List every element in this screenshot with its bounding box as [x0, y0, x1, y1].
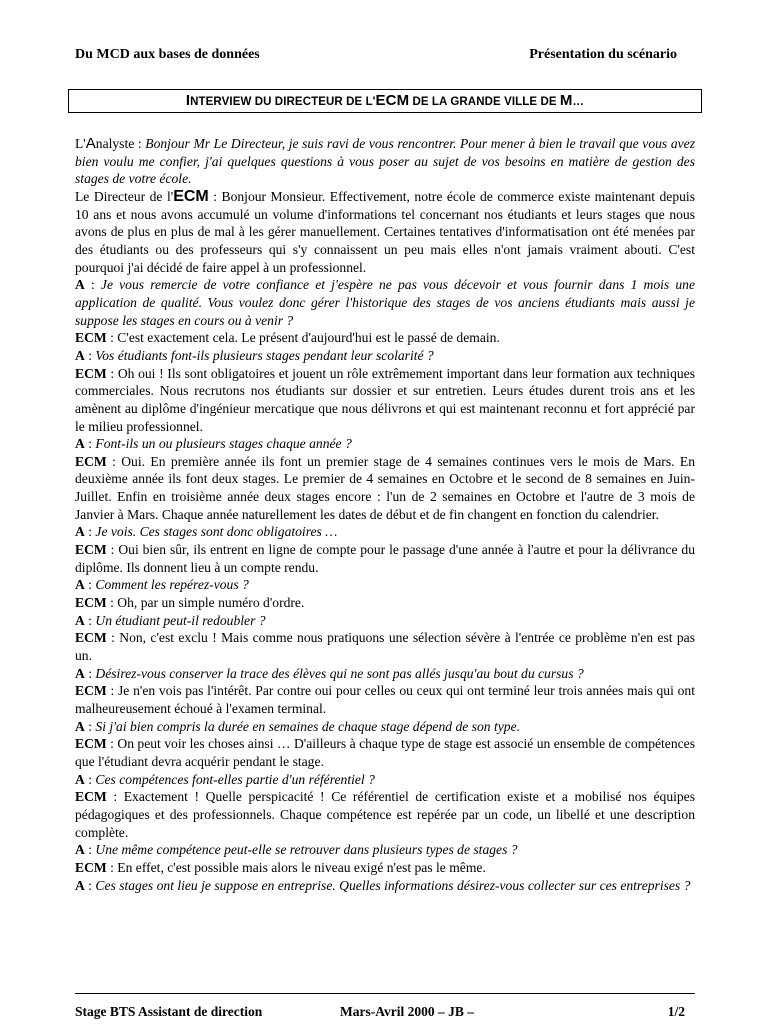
question-line: A : Si j'ai bien compris la durée en semaines de chaque stage dépend de son type. [75, 718, 520, 734]
question-line: A : Vos étudiants font-ils plusieurs stages pendant leur scolarité ? [75, 347, 434, 363]
question-text: Je vois. Ces stages sont donc obligatoires … [95, 524, 338, 540]
question-line: A : Je vois. Ces stages sont donc obligatoires … [75, 524, 338, 540]
speaker-label: ECM [75, 683, 107, 699]
answer-line: ECM : Exactement ! Quelle perspicacité ! Ce référentiel de certification existe et a mobilisé nos équipes pédagogiques et des professionnels. Chaque compétence est repérée par un code, un libellé et une description complète. [75, 789, 696, 840]
answer-line: ECM : En effet, c'est possible mais alors le niveau exigé n'est pas le même. [75, 859, 486, 875]
interview-body [75, 135, 695, 894]
speaker-label: ECM [75, 542, 107, 558]
speaker-label: A [75, 771, 85, 787]
answer-line: ECM : On peut voir les choses ainsi … D'ailleurs à chaque type de stage est associé un ensemble de compétences que l'étudiant devra acquérir pendant le stage. [75, 736, 695, 769]
footer-course: Stage BTS Assistant de direction [75, 1004, 263, 1019]
question-text: Ces stages ont lieu je suppose en entreprise. Quelles informations désirez-vous collecter sur ces entreprises ? [95, 877, 691, 893]
speaker-label: ECM [75, 453, 107, 469]
answer-line: ECM : Oui bien sûr, ils entrent en ligne de compte pour le passage d'une année à l'autre et pour la délivrance du diplôme. Ils donnent lieu à un compte rendu. [75, 542, 696, 575]
interview-title: INTERVIEW DU DIRECTEUR DE L'ECM DE LA GRANDE VILLE DE M… [68, 89, 702, 113]
question-line: A : Font-ils un ou plusieurs stages chaque année ? [75, 436, 352, 452]
speaker-label: ECM [75, 736, 107, 752]
footer-divider [75, 993, 695, 994]
question-line: A : Désirez-vous conserver la trace des élèves qui ne sont pas allés jusqu'au bout du cursus ? [75, 665, 584, 681]
question-line: A : Un étudiant peut-il redoubler ? [75, 612, 266, 628]
speaker-label: A [75, 577, 85, 593]
question-line: A : Une même compétence peut-elle se retrouver dans plusieurs types de stages ? [75, 842, 518, 858]
speaker-label: A [75, 877, 85, 893]
speaker-label: A [75, 718, 85, 734]
speaker-label: A [75, 842, 85, 858]
question-text: Vos étudiants font-ils plusieurs stages pendant leur scolarité ? [95, 347, 434, 363]
speaker-label: A [75, 524, 85, 540]
question-text: Désirez-vous conserver la trace des élèves qui ne sont pas allés jusqu'au bout du cursus ? [95, 665, 584, 681]
speaker-label: A [75, 347, 85, 363]
question-text: Une même compétence peut-elle se retrouver dans plusieurs types de stages ? [95, 842, 518, 858]
speaker-label: ECM [75, 630, 107, 646]
speaker-label: ECM [75, 859, 107, 875]
footer-date-author: Mars-Avril 2000 – JB – [340, 1004, 474, 1019]
question-text: Font-ils un ou plusieurs stages chaque année ? [95, 436, 352, 452]
header-section-title: Présentation du scénario [529, 47, 677, 62]
answer-text: On peut voir les choses ainsi … D'ailleurs à chaque type de stage est associé un ensemble de compétences que l'étudiant devra acquérir pendant le stage. [75, 736, 695, 769]
question-line: A : Ces stages ont lieu je suppose en entreprise. Quelles informations désirez-vous collecter sur ces entreprises ? [75, 877, 691, 893]
question-text: Un étudiant peut-il redoubler ? [95, 612, 266, 628]
answer-line: ECM : Oui. En première année ils font un premier stage de 4 semaines continues vers le mois de Mars. En deuxième année ils font deux stages. Le premier de 4 semaines en Octobre et le second de 8 semaines en Juin-Juillet. Enfin en troisième année deux stages encore : l'un de 2 semaines en Octobre et l'autre de 3 mois de Janvier à Mars. Chaque année naturellement les dates de début et de fin changent en fonction du calendrier. [75, 453, 695, 522]
intro-answer: Le Directeur de l'ECM : Bonjour Monsieur. Effectivement, notre école de commerce existe maintenant depuis 10 ans et nous avons accumulé un volume d'informations tel concernant nos étudiants et leurs stages que nous avons de plus en plus de mal à les gérer manuellement. Certaines tentatives d'informatisation ont été menées par des étudiants ou des professeurs qui s'y connaissent un peu mais elles n'ont jamais vraiment abouti. C'est pourquoi j'ai décidé de faire appel à un professionnel. [75, 187, 695, 275]
speaker-label: ECM [75, 595, 107, 611]
question-text: Je vous remercie de votre confiance et j'espère ne pas vous décevoir et vous fournir dans 1 mois une application de qualité. Vous voulez donc gérer l'historique des stages de vos anciens étudiants mais aussi je suppose les stages en cours ou à venir ? [75, 277, 695, 328]
speaker-label: ECM [75, 789, 107, 805]
answer-text: En effet, c'est possible mais alors le niveau exigé n'est pas le même. [117, 859, 486, 875]
speaker-label: A [75, 665, 85, 681]
question-line: A : Ces compétences font-elles partie d'un référentiel ? [75, 771, 375, 787]
answer-text: Oui bien sûr, ils entrent en ligne de compte pour le passage d'une année à l'autre et pour la délivrance du diplôme. Ils donnent lieu à un compte rendu. [75, 542, 696, 575]
intro-question: L'Analyste : Bonjour Mr Le Directeur, je suis ravi de vous rencontrer. Pour mener à bien le travail que vous avez bien voulu me confier, j'ai quelques questions à vous poser au sujet de vos besoins en matière de gestion des stages de votre école. [75, 135, 695, 187]
question-text: Ces compétences font-elles partie d'un référentiel ? [95, 771, 375, 787]
answer-line: ECM : Oh, par un simple numéro d'ordre. [75, 595, 305, 611]
answer-text: Oh oui ! Ils sont obligatoires et jouent un rôle extrêmement important dans leur formation aux techniques commerciales. Nous recrutons nos étudiants sur dossier et sur entretien. Leurs études durent trois ans et les amènent au diplôme d'ingénieur mercatique que nous délivrons et qui est maintenant reconnu et fort apprécié par le milieu professionnel. [75, 365, 695, 434]
question-line: A : Comment les repérez-vous ? [75, 577, 249, 593]
speaker-label: A [75, 277, 85, 293]
speaker-label: A [75, 436, 85, 452]
answer-line: ECM : Oh oui ! Ils sont obligatoires et jouent un rôle extrêmement important dans leur formation aux techniques commerciales. Nous recrutons nos étudiants sur dossier et sur entretien. Leurs études durent trois ans et les amènent au diplôme d'ingénieur mercatique que nous délivrons et qui est maintenant reconnu et fort apprécié par le milieu professionnel. [75, 365, 695, 434]
speaker-label: A [75, 612, 85, 628]
question-line: A : Je vous remercie de votre confiance et j'espère ne pas vous décevoir et vous fournir dans 1 mois une application de qualité. Vous voulez donc gérer l'historique des stages de vos anciens étudiants mais aussi je suppose les stages en cours ou à venir ? [75, 277, 695, 328]
dialogue-list [75, 276, 695, 894]
answer-text: Oui. En première année ils font un premier stage de 4 semaines continues vers le mois de Mars. En deuxième année ils font deux stages. Le premier de 4 semaines en Octobre et le second de 8 semaines en Juin-Juillet. Enfin en troisième année deux stages encore : l'un de 2 semaines en Octobre et l'autre de 3 mois de Janvier à Mars. Chaque année naturellement les dates de début et de fin changent en fonction du calendrier. [75, 453, 695, 522]
answer-text: Je n'en vois pas l'intérêt. Par contre oui pour celles ou ceux qui ont terminé leur trois années mais qui ont malheureusement échoué à l'examen terminal. [75, 683, 696, 716]
answer-text: C'est exactement cela. Le présent d'aujourd'hui est le passé de demain. [117, 330, 500, 346]
answer-text: Oh, par un simple numéro d'ordre. [117, 595, 305, 611]
answer-text: Exactement ! Quelle perspicacité ! Ce référentiel de certification existe et a mobilisé nos équipes pédagogiques et des professionnels. Chaque compétence est repérée par un code, un libellé et une description complète. [75, 789, 696, 840]
question-text: Si j'ai bien compris la durée en semaines de chaque stage dépend de son type. [95, 718, 520, 734]
answer-text: Non, c'est exclu ! Mais comme nous pratiquons une sélection sévère à l'entrée ce problème n'en est pas un. [75, 630, 696, 664]
answer-line: ECM : Je n'en vois pas l'intérêt. Par contre oui pour celles ou ceux qui ont terminé leur trois années mais qui ont malheureusement échoué à l'examen terminal. [75, 683, 696, 716]
page-footer [75, 1004, 695, 1022]
answer-line: ECM : Non, c'est exclu ! Mais comme nous pratiquons une sélection sévère à l'entrée ce problème n'en est pas un. [75, 630, 696, 664]
footer-page-number: 1/2 [667, 1004, 685, 1019]
answer-line: ECM : C'est exactement cela. Le présent d'aujourd'hui est le passé de demain. [75, 330, 500, 346]
speaker-label: ECM [75, 365, 107, 381]
page-header [75, 47, 693, 67]
question-text: Comment les repérez-vous ? [95, 577, 249, 593]
speaker-label: ECM [75, 330, 107, 346]
header-course-title: Du MCD aux bases de données [75, 47, 260, 62]
